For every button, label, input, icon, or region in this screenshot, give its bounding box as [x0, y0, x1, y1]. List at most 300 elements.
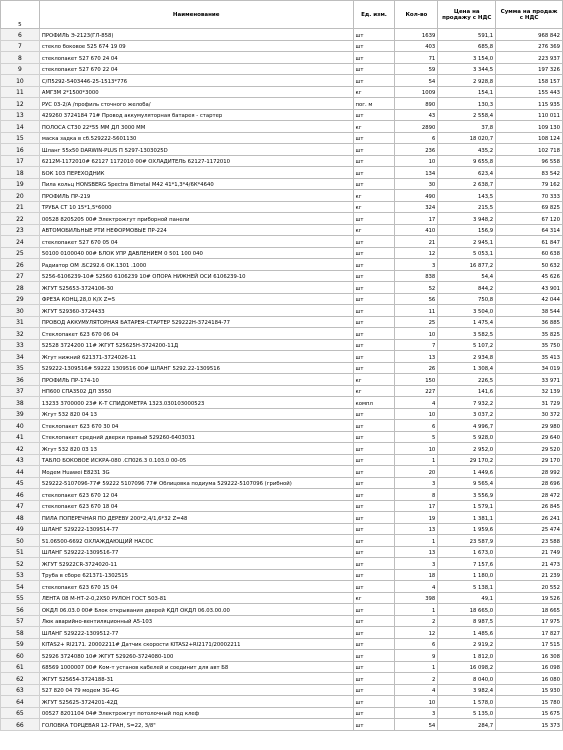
row-number-header[interactable]: 5	[1, 1, 40, 29]
cell-sum[interactable]: 34 019	[496, 362, 563, 374]
cell-unit[interactable]: шт	[353, 167, 395, 179]
cell-name[interactable]: Люк аварийно-вентиляционный А5-103	[39, 615, 353, 627]
cell-price[interactable]: 4 996,7	[438, 420, 496, 432]
cell-unit[interactable]: шт	[353, 293, 395, 305]
row-number[interactable]: 51	[1, 546, 40, 558]
column-header-price[interactable]: Цена на продажу с НДС	[438, 1, 496, 29]
cell-price[interactable]: 130,3	[438, 98, 496, 110]
row-number[interactable]: 7	[1, 40, 40, 52]
cell-price[interactable]: 2 952,0	[438, 443, 496, 455]
cell-sum[interactable]: 28 992	[496, 466, 563, 478]
cell-sum[interactable]: 29 640	[496, 431, 563, 443]
cell-qty[interactable]: 17	[395, 500, 438, 512]
cell-price[interactable]: 29 170,2	[438, 454, 496, 466]
cell-price[interactable]: 3 982,4	[438, 684, 496, 696]
cell-name[interactable]: Пила кольц HONSBERG Spectra Bimetal M42 41*1,3*4/6К*4640	[39, 178, 353, 190]
row-number[interactable]: 11	[1, 86, 40, 98]
row-number[interactable]: 58	[1, 627, 40, 639]
cell-name[interactable]: 68569 1000007 00# Ком-т установ кабелей и соединит для авт Б8	[39, 661, 353, 673]
cell-unit[interactable]: шт	[353, 638, 395, 650]
cell-sum[interactable]: 17 515	[496, 638, 563, 650]
cell-price[interactable]: 685,8	[438, 40, 496, 52]
cell-qty[interactable]: 2	[395, 615, 438, 627]
cell-name[interactable]: ФРЕЗА КОНЦ.28,0 К/Х Z=5	[39, 293, 353, 305]
cell-sum[interactable]: 110 011	[496, 109, 563, 121]
cell-qty[interactable]: 1	[395, 661, 438, 673]
row-number[interactable]: 46	[1, 489, 40, 501]
column-header-unit[interactable]: Ед. изм.	[353, 1, 395, 29]
column-header-name[interactable]: Наименование	[39, 1, 353, 29]
cell-sum[interactable]: 31 729	[496, 397, 563, 409]
cell-sum[interactable]: 83 542	[496, 167, 563, 179]
row-number[interactable]: 53	[1, 569, 40, 581]
cell-price[interactable]: 1 308,4	[438, 362, 496, 374]
cell-sum[interactable]: 64 314	[496, 224, 563, 236]
cell-unit[interactable]: кг	[353, 121, 395, 133]
cell-price[interactable]: 435,2	[438, 144, 496, 156]
cell-price[interactable]: 844,2	[438, 282, 496, 294]
cell-name[interactable]: ЖГУТ 525625-3724201-42Д	[39, 696, 353, 708]
cell-sum[interactable]: 108 124	[496, 132, 563, 144]
cell-name[interactable]: 5256-6106239-10# 52560 6106239 10# ОПОРА НИЖНЕЙ ОСИ 6106239-10	[39, 270, 353, 282]
cell-name[interactable]: АМГЗМ 2*1500*3000	[39, 86, 353, 98]
cell-qty[interactable]: 7	[395, 339, 438, 351]
cell-sum[interactable]: 15 373	[496, 719, 563, 731]
cell-unit[interactable]: шт	[353, 29, 395, 41]
row-number[interactable]: 13	[1, 109, 40, 121]
cell-qty[interactable]: 25	[395, 316, 438, 328]
cell-price[interactable]: 8 987,5	[438, 615, 496, 627]
cell-qty[interactable]: 13	[395, 523, 438, 535]
cell-name[interactable]: 52926 3724080 10# ЖГУТ 529260-3724080-100	[39, 650, 353, 662]
row-number[interactable]: 15	[1, 132, 40, 144]
cell-qty[interactable]: 30	[395, 178, 438, 190]
cell-sum[interactable]: 276 369	[496, 40, 563, 52]
cell-name[interactable]: стекло боковое 525 674 19 09	[39, 40, 353, 52]
row-number[interactable]: 12	[1, 98, 40, 110]
cell-sum[interactable]: 23 588	[496, 535, 563, 547]
cell-qty[interactable]: 10	[395, 408, 438, 420]
cell-unit[interactable]: шт	[353, 305, 395, 317]
cell-unit[interactable]: кг	[353, 385, 395, 397]
cell-price[interactable]: 2 638,7	[438, 178, 496, 190]
row-number[interactable]: 20	[1, 190, 40, 202]
cell-name[interactable]: Жгут нижний 621371-3724026-11	[39, 351, 353, 363]
cell-unit[interactable]: пог. м	[353, 98, 395, 110]
cell-price[interactable]: 591,1	[438, 29, 496, 41]
cell-unit[interactable]: шт	[353, 75, 395, 87]
cell-qty[interactable]: 3	[395, 477, 438, 489]
cell-sum[interactable]: 45 626	[496, 270, 563, 282]
cell-name[interactable]: РУС 03-2/А /профиль сточного желоба/	[39, 98, 353, 110]
cell-price[interactable]: 16 098,2	[438, 661, 496, 673]
cell-price[interactable]: 141,6	[438, 385, 496, 397]
cell-unit[interactable]: кг	[353, 201, 395, 213]
cell-qty[interactable]: 9	[395, 650, 438, 662]
row-number[interactable]: 18	[1, 167, 40, 179]
cell-price[interactable]: 3 037,2	[438, 408, 496, 420]
cell-sum[interactable]: 15 930	[496, 684, 563, 696]
cell-price[interactable]: 3 154,0	[438, 52, 496, 64]
cell-qty[interactable]: 10	[395, 328, 438, 340]
cell-name[interactable]: 527 820 04 79 модем 3G-4G	[39, 684, 353, 696]
cell-qty[interactable]: 1639	[395, 29, 438, 41]
row-number[interactable]: 66	[1, 719, 40, 731]
cell-price[interactable]: 215,5	[438, 201, 496, 213]
cell-unit[interactable]: шт	[353, 328, 395, 340]
cell-price[interactable]: 5 135,0	[438, 707, 496, 719]
cell-qty[interactable]: 2890	[395, 121, 438, 133]
cell-price[interactable]: 7 932,2	[438, 397, 496, 409]
cell-sum[interactable]: 21 239	[496, 569, 563, 581]
row-number[interactable]: 52	[1, 558, 40, 570]
row-number[interactable]: 34	[1, 351, 40, 363]
cell-unit[interactable]: шт	[353, 351, 395, 363]
cell-qty[interactable]: 18	[395, 569, 438, 581]
row-number[interactable]: 6	[1, 29, 40, 41]
cell-qty[interactable]: 236	[395, 144, 438, 156]
cell-qty[interactable]: 3	[395, 558, 438, 570]
cell-sum[interactable]: 35 750	[496, 339, 563, 351]
cell-qty[interactable]: 324	[395, 201, 438, 213]
cell-sum[interactable]: 102 718	[496, 144, 563, 156]
cell-price[interactable]: 284,7	[438, 719, 496, 731]
cell-sum[interactable]: 16 098	[496, 661, 563, 673]
row-number[interactable]: 45	[1, 477, 40, 489]
cell-qty[interactable]: 54	[395, 719, 438, 731]
cell-unit[interactable]: шт	[353, 178, 395, 190]
row-number[interactable]: 30	[1, 305, 40, 317]
row-number[interactable]: 42	[1, 443, 40, 455]
cell-unit[interactable]: шт	[353, 604, 395, 616]
cell-name[interactable]: 52528 3724200 11# ЖГУТ 525625Н-3724200-11Д	[39, 339, 353, 351]
cell-sum[interactable]: 197 326	[496, 63, 563, 75]
cell-unit[interactable]: шт	[353, 52, 395, 64]
cell-name[interactable]: Жгут 532 820 03 13	[39, 443, 353, 455]
cell-name[interactable]: ТАБЛО БОКОВОЕ ИСКРА-080 .СП026.3 0.103.0 00-05	[39, 454, 353, 466]
cell-name[interactable]: ШЛАНГ 529222-1309512-77	[39, 627, 353, 639]
cell-qty[interactable]: 150	[395, 374, 438, 386]
cell-qty[interactable]: 13	[395, 351, 438, 363]
cell-qty[interactable]: 54	[395, 75, 438, 87]
row-number[interactable]: 43	[1, 454, 40, 466]
row-number[interactable]: 56	[1, 604, 40, 616]
cell-unit[interactable]: шт	[353, 684, 395, 696]
cell-price[interactable]: 1 673,0	[438, 546, 496, 558]
column-header-sum[interactable]: Сумма на продаж с НДС	[496, 1, 563, 29]
cell-name[interactable]: ШЛАНГ 529222-1309514-77	[39, 523, 353, 535]
row-number[interactable]: 60	[1, 650, 40, 662]
cell-name[interactable]: 429260 3724184 71# Провод аккумуляторная батарея - стартер	[39, 109, 353, 121]
cell-qty[interactable]: 134	[395, 167, 438, 179]
cell-sum[interactable]: 17 975	[496, 615, 563, 627]
cell-name[interactable]: Шланг 55х50 DARWIN-PLUS П 5297-1303025D	[39, 144, 353, 156]
cell-unit[interactable]: шт	[353, 109, 395, 121]
cell-price[interactable]: 3 504,0	[438, 305, 496, 317]
cell-price[interactable]: 226,5	[438, 374, 496, 386]
cell-price[interactable]: 3 948,2	[438, 213, 496, 225]
cell-name[interactable]: стеклопакет 623 670 18 04	[39, 500, 353, 512]
cell-name[interactable]: 6212М-1172010# 62127 1172010 00# ОХЛАДИТЕЛЬ 62127-1172010	[39, 155, 353, 167]
cell-price[interactable]: 1 812,0	[438, 650, 496, 662]
row-number[interactable]: 59	[1, 638, 40, 650]
cell-price[interactable]: 16 877,2	[438, 259, 496, 271]
cell-unit[interactable]: шт	[353, 650, 395, 662]
cell-sum[interactable]: 26 845	[496, 500, 563, 512]
cell-price[interactable]: 1 485,6	[438, 627, 496, 639]
cell-name[interactable]: стеклопакет 527 670 24 04	[39, 52, 353, 64]
row-number[interactable]: 36	[1, 374, 40, 386]
cell-unit[interactable]: шт	[353, 627, 395, 639]
cell-name[interactable]: 50100 0100040 00# БЛОК УПР ДАВЛЕНИЕМ 0 501 100 040	[39, 247, 353, 259]
cell-name[interactable]: ТРУБА СТ 10 15*1,5*6000	[39, 201, 353, 213]
cell-name[interactable]: ЖГУТ 52922СR-3724020-11	[39, 558, 353, 570]
cell-name[interactable]: ПРОФИЛЬ ПР-219	[39, 190, 353, 202]
cell-qty[interactable]: 59	[395, 63, 438, 75]
cell-price[interactable]: 1 578,0	[438, 696, 496, 708]
cell-sum[interactable]: 32 139	[496, 385, 563, 397]
cell-qty[interactable]: 26	[395, 362, 438, 374]
cell-price[interactable]: 49,1	[438, 592, 496, 604]
cell-qty[interactable]: 4	[395, 684, 438, 696]
cell-qty[interactable]: 1	[395, 535, 438, 547]
cell-name[interactable]: стеклопакет 527 670 22 04	[39, 63, 353, 75]
row-number[interactable]: 38	[1, 397, 40, 409]
cell-sum[interactable]: 28 472	[496, 489, 563, 501]
cell-qty[interactable]: 12	[395, 247, 438, 259]
cell-name[interactable]: БОК 103 ПЕРЕХОДНИК	[39, 167, 353, 179]
cell-price[interactable]: 37,8	[438, 121, 496, 133]
cell-qty[interactable]: 20	[395, 466, 438, 478]
row-number[interactable]: 25	[1, 247, 40, 259]
cell-unit[interactable]: шт	[353, 282, 395, 294]
cell-sum[interactable]: 79 162	[496, 178, 563, 190]
cell-unit[interactable]: шт	[353, 673, 395, 685]
cell-qty[interactable]: 2	[395, 673, 438, 685]
cell-sum[interactable]: 70 333	[496, 190, 563, 202]
row-number[interactable]: 21	[1, 201, 40, 213]
row-number[interactable]: 23	[1, 224, 40, 236]
cell-sum[interactable]: 155 443	[496, 86, 563, 98]
cell-sum[interactable]: 61 847	[496, 236, 563, 248]
row-number[interactable]: 47	[1, 500, 40, 512]
cell-price[interactable]: 8 040,0	[438, 673, 496, 685]
cell-unit[interactable]: шт	[353, 63, 395, 75]
cell-name[interactable]: ПРОФИЛЬ ПР-174-10	[39, 374, 353, 386]
cell-price[interactable]: 1 959,6	[438, 523, 496, 535]
cell-unit[interactable]: шт	[353, 466, 395, 478]
cell-price[interactable]: 2 945,1	[438, 236, 496, 248]
cell-unit[interactable]: шт	[353, 270, 395, 282]
row-number[interactable]: 55	[1, 592, 40, 604]
cell-qty[interactable]: 13	[395, 546, 438, 558]
cell-price[interactable]: 750,8	[438, 293, 496, 305]
row-number[interactable]: 22	[1, 213, 40, 225]
cell-unit[interactable]: кг	[353, 190, 395, 202]
row-number[interactable]: 9	[1, 63, 40, 75]
cell-qty[interactable]: 10	[395, 443, 438, 455]
cell-name[interactable]: Жгут 532 820 04 13	[39, 408, 353, 420]
cell-unit[interactable]: шт	[353, 546, 395, 558]
row-number[interactable]: 10	[1, 75, 40, 87]
cell-name[interactable]: 529222-1309516# 59222 1309516 00# ШЛАНГ 5292.22-1309516	[39, 362, 353, 374]
cell-qty[interactable]: 56	[395, 293, 438, 305]
cell-sum[interactable]: 35 413	[496, 351, 563, 363]
cell-unit[interactable]: шт	[353, 696, 395, 708]
cell-price[interactable]: 143,5	[438, 190, 496, 202]
cell-name[interactable]: 529222-5107096-77# 59222 5107096 77# Облицовка подиума 529222-5107096 (грибной)	[39, 477, 353, 489]
cell-name[interactable]: ЖГУТ 529360-3724433	[39, 305, 353, 317]
row-number[interactable]: 40	[1, 420, 40, 432]
cell-qty[interactable]: 1009	[395, 86, 438, 98]
cell-price[interactable]: 1 449,6	[438, 466, 496, 478]
cell-qty[interactable]: 398	[395, 592, 438, 604]
cell-sum[interactable]: 29 980	[496, 420, 563, 432]
cell-name[interactable]: ШЛАНГ 529222-1309516-77	[39, 546, 353, 558]
cell-price[interactable]: 3 582,5	[438, 328, 496, 340]
cell-price[interactable]: 7 157,6	[438, 558, 496, 570]
cell-sum[interactable]: 30 372	[496, 408, 563, 420]
cell-price[interactable]: 3 344,5	[438, 63, 496, 75]
cell-price[interactable]: 1 180,0	[438, 569, 496, 581]
row-number[interactable]: 26	[1, 259, 40, 271]
cell-unit[interactable]: шт	[353, 316, 395, 328]
cell-unit[interactable]: шт	[353, 259, 395, 271]
row-number[interactable]: 62	[1, 673, 40, 685]
cell-price[interactable]: 3 556,9	[438, 489, 496, 501]
cell-unit[interactable]: шт	[353, 661, 395, 673]
cell-name[interactable]: 00528 8205205 00# Электрожгут приборной панели	[39, 213, 353, 225]
cell-name[interactable]: ГОЛОВКА ТОРЦЕВАЯ 12-ГРАН, S=22, 3/8"	[39, 719, 353, 731]
cell-sum[interactable]: 36 885	[496, 316, 563, 328]
cell-unit[interactable]: шт	[353, 247, 395, 259]
cell-qty[interactable]: 19	[395, 512, 438, 524]
cell-name[interactable]: 00527 8201104 04# Электрожгут потолочный под клеф	[39, 707, 353, 719]
cell-price[interactable]: 5 928,0	[438, 431, 496, 443]
row-number[interactable]: 27	[1, 270, 40, 282]
cell-sum[interactable]: 28 696	[496, 477, 563, 489]
cell-unit[interactable]: кг	[353, 374, 395, 386]
cell-unit[interactable]: шт	[353, 362, 395, 374]
cell-unit[interactable]: шт	[353, 431, 395, 443]
row-number[interactable]: 65	[1, 707, 40, 719]
cell-name[interactable]: Труба в сборе 621371-1302515	[39, 569, 353, 581]
cell-unit[interactable]: кг	[353, 224, 395, 236]
cell-name[interactable]: стеклопакет 623 670 12 04	[39, 489, 353, 501]
cell-unit[interactable]: шт	[353, 569, 395, 581]
cell-unit[interactable]: шт	[353, 512, 395, 524]
cell-price[interactable]: 9 565,4	[438, 477, 496, 489]
row-number[interactable]: 41	[1, 431, 40, 443]
cell-name[interactable]: Стеклопакет средний дверки правый 529260-6403031	[39, 431, 353, 443]
cell-sum[interactable]: 35 825	[496, 328, 563, 340]
cell-qty[interactable]: 10	[395, 696, 438, 708]
cell-unit[interactable]: шт	[353, 719, 395, 731]
cell-qty[interactable]: 410	[395, 224, 438, 236]
cell-unit[interactable]: шт	[353, 443, 395, 455]
cell-sum[interactable]: 158 157	[496, 75, 563, 87]
cell-sum[interactable]: 43 901	[496, 282, 563, 294]
cell-name[interactable]: ОКДЛ 06.03.0 00# Блок открывания дверей КДЛ ОКДЛ 06.03.00.00	[39, 604, 353, 616]
cell-price[interactable]: 1 475,4	[438, 316, 496, 328]
cell-price[interactable]: 156,9	[438, 224, 496, 236]
cell-sum[interactable]: 223 937	[496, 52, 563, 64]
cell-unit[interactable]: шт	[353, 408, 395, 420]
cell-unit[interactable]: шт	[353, 155, 395, 167]
cell-price[interactable]: 2 928,8	[438, 75, 496, 87]
row-number[interactable]: 35	[1, 362, 40, 374]
cell-qty[interactable]: 403	[395, 40, 438, 52]
cell-price[interactable]: 5 107,2	[438, 339, 496, 351]
cell-name[interactable]: Стеклопакет 623 670 06 04	[39, 328, 353, 340]
row-number[interactable]: 28	[1, 282, 40, 294]
cell-unit[interactable]: компл	[353, 397, 395, 409]
row-number[interactable]: 17	[1, 155, 40, 167]
cell-qty[interactable]: 10	[395, 155, 438, 167]
cell-unit[interactable]: шт	[353, 523, 395, 535]
cell-price[interactable]: 2 558,4	[438, 109, 496, 121]
cell-price[interactable]: 1 579,1	[438, 500, 496, 512]
row-number[interactable]: 54	[1, 581, 40, 593]
cell-unit[interactable]: шт	[353, 236, 395, 248]
cell-qty[interactable]: 3	[395, 707, 438, 719]
cell-qty[interactable]: 1	[395, 604, 438, 616]
cell-name[interactable]: ПОЛОСА СТ30 22*55 ММ ДЛ 3000 ММ	[39, 121, 353, 133]
cell-qty[interactable]: 43	[395, 109, 438, 121]
cell-sum[interactable]: 42 044	[496, 293, 563, 305]
cell-qty[interactable]: 1	[395, 454, 438, 466]
cell-qty[interactable]: 21	[395, 236, 438, 248]
cell-sum[interactable]: 29 170	[496, 454, 563, 466]
cell-price[interactable]: 23 587,9	[438, 535, 496, 547]
row-number[interactable]: 50	[1, 535, 40, 547]
cell-unit[interactable]: шт	[353, 500, 395, 512]
cell-sum[interactable]: 69 825	[496, 201, 563, 213]
row-number[interactable]: 19	[1, 178, 40, 190]
cell-qty[interactable]: 8	[395, 489, 438, 501]
row-number[interactable]: 61	[1, 661, 40, 673]
cell-sum[interactable]: 18 665	[496, 604, 563, 616]
row-number[interactable]: 32	[1, 328, 40, 340]
cell-qty[interactable]: 3	[395, 259, 438, 271]
cell-sum[interactable]: 38 544	[496, 305, 563, 317]
cell-unit[interactable]: шт	[353, 581, 395, 593]
cell-sum[interactable]: 109 130	[496, 121, 563, 133]
cell-name[interactable]: С/П5292-5403446-25-1513*776	[39, 75, 353, 87]
cell-sum[interactable]: 25 474	[496, 523, 563, 535]
column-header-qty[interactable]: Кол-во	[395, 1, 438, 29]
cell-name[interactable]: Стеклопакет 623 670 30 04	[39, 420, 353, 432]
cell-price[interactable]: 5 138,1	[438, 581, 496, 593]
cell-sum[interactable]: 17 827	[496, 627, 563, 639]
cell-price[interactable]: 18 665,0	[438, 604, 496, 616]
cell-unit[interactable]: шт	[353, 40, 395, 52]
cell-price[interactable]: 5 053,1	[438, 247, 496, 259]
row-number[interactable]: 44	[1, 466, 40, 478]
cell-price[interactable]: 623,4	[438, 167, 496, 179]
row-number[interactable]: 14	[1, 121, 40, 133]
cell-unit[interactable]: шт	[353, 615, 395, 627]
cell-name[interactable]: 13233 3700000 23# К-Т СПИДОМЕТРА 1323.030103000523	[39, 397, 353, 409]
cell-qty[interactable]: 4	[395, 397, 438, 409]
cell-sum[interactable]: 16 308	[496, 650, 563, 662]
cell-unit[interactable]: кг	[353, 592, 395, 604]
cell-unit[interactable]: шт	[353, 420, 395, 432]
cell-unit[interactable]: шт	[353, 132, 395, 144]
row-number[interactable]: 31	[1, 316, 40, 328]
cell-price[interactable]: 154,1	[438, 86, 496, 98]
cell-qty[interactable]: 838	[395, 270, 438, 282]
